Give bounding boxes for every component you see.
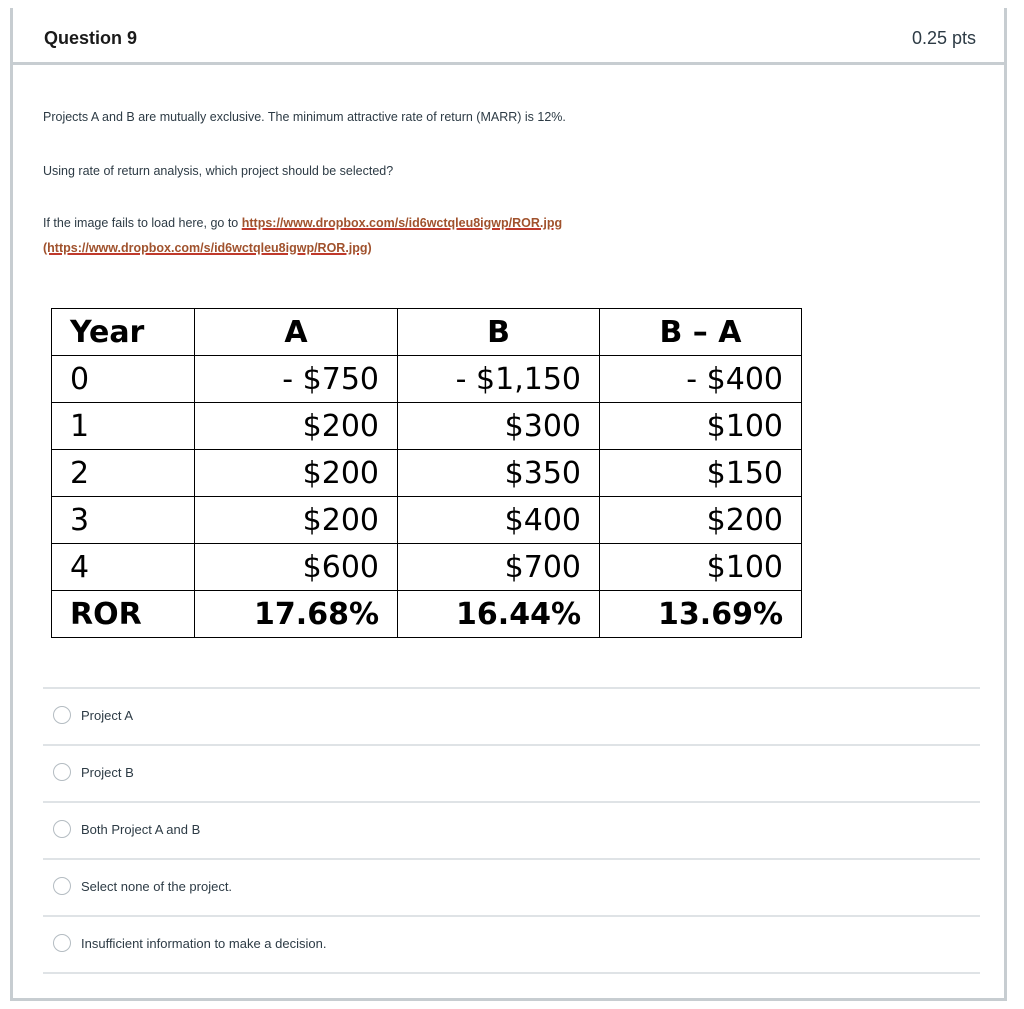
table-row (52, 450, 802, 497)
question-text-marr: Projects A and B are mutually exclusive. The minimum attractive rate of return (MARR) is 12%. (43, 110, 566, 124)
radio-button[interactable] (53, 706, 71, 724)
table-cell: $300 (398, 403, 600, 450)
table-cell: - $1,150 (398, 356, 600, 403)
table-cell: 3 (52, 497, 195, 544)
radio-button[interactable] (53, 763, 71, 781)
table-cell: 13.69% (600, 591, 802, 638)
question-text-prompt: Using rate of return analysis, which project should be selected? (43, 164, 394, 178)
table-cell: $700 (398, 544, 600, 591)
table-cell: $200 (195, 450, 398, 497)
answer-label[interactable]: Both Project A and B (81, 822, 201, 837)
header-b-minus-a: B – A (600, 309, 802, 356)
table-cell: 4 (52, 544, 195, 591)
table-row (52, 497, 802, 544)
image-link[interactable]: https://www.dropbox.com/s/id6wctqleu8igwp/ROR.jpg (241, 216, 563, 230)
answer-label[interactable]: Project A (81, 708, 134, 723)
table-row (52, 356, 802, 403)
question-text-fallback (43, 216, 562, 230)
radio-button[interactable] (53, 820, 71, 838)
table-cell: $600 (195, 544, 398, 591)
answer-label[interactable]: Project B (81, 765, 134, 780)
table-cell: $200 (600, 497, 802, 544)
answer-option-none[interactable] (43, 858, 980, 915)
answer-option-project-a[interactable] (43, 687, 980, 744)
answer-option-both[interactable] (43, 801, 980, 858)
radio-button[interactable] (53, 934, 71, 952)
radio-button[interactable] (53, 877, 71, 895)
table-cell: $400 (398, 497, 600, 544)
header-year: Year (52, 309, 195, 356)
answer-option-insufficient[interactable] (43, 915, 980, 974)
table-cell: - $400 (600, 356, 802, 403)
table-cell: $200 (195, 497, 398, 544)
table-cell: $200 (195, 403, 398, 450)
table-cell: 1 (52, 403, 195, 450)
table-cell: $350 (398, 450, 600, 497)
table-row (52, 544, 802, 591)
question-text-fallback-2 (43, 241, 372, 255)
image-link-parenthetical[interactable]: (https://www.dropbox.com/s/id6wctqleu8igwp/ROR.jpg) (43, 241, 372, 255)
answer-label[interactable]: Select none of the project. (81, 879, 233, 894)
question-title: Question 9 (44, 28, 138, 48)
table-cell: 16.44% (398, 591, 600, 638)
answer-option-project-b[interactable] (43, 744, 980, 801)
fallback-prefix: If the image fails to load here, go to (43, 216, 242, 230)
table-cell: 17.68% (195, 591, 398, 638)
answer-label[interactable]: Insufficient information to make a decision. (81, 936, 327, 951)
question-header (13, 8, 1004, 65)
ror-table (51, 308, 802, 638)
table-row-ror (52, 591, 802, 638)
table-header-row (52, 309, 802, 356)
question-points: 0.25 pts (911, 28, 976, 48)
table-cell: $100 (600, 544, 802, 591)
header-a: A (195, 309, 398, 356)
question-card (10, 8, 1007, 1001)
table-cell: 0 (52, 356, 195, 403)
table-cell: $150 (600, 450, 802, 497)
table-cell: ROR (52, 591, 195, 638)
table-cell: 2 (52, 450, 195, 497)
table-cell: $100 (600, 403, 802, 450)
header-b: B (398, 309, 600, 356)
table-cell: - $750 (195, 356, 398, 403)
table-row (52, 403, 802, 450)
answer-list (43, 687, 980, 974)
